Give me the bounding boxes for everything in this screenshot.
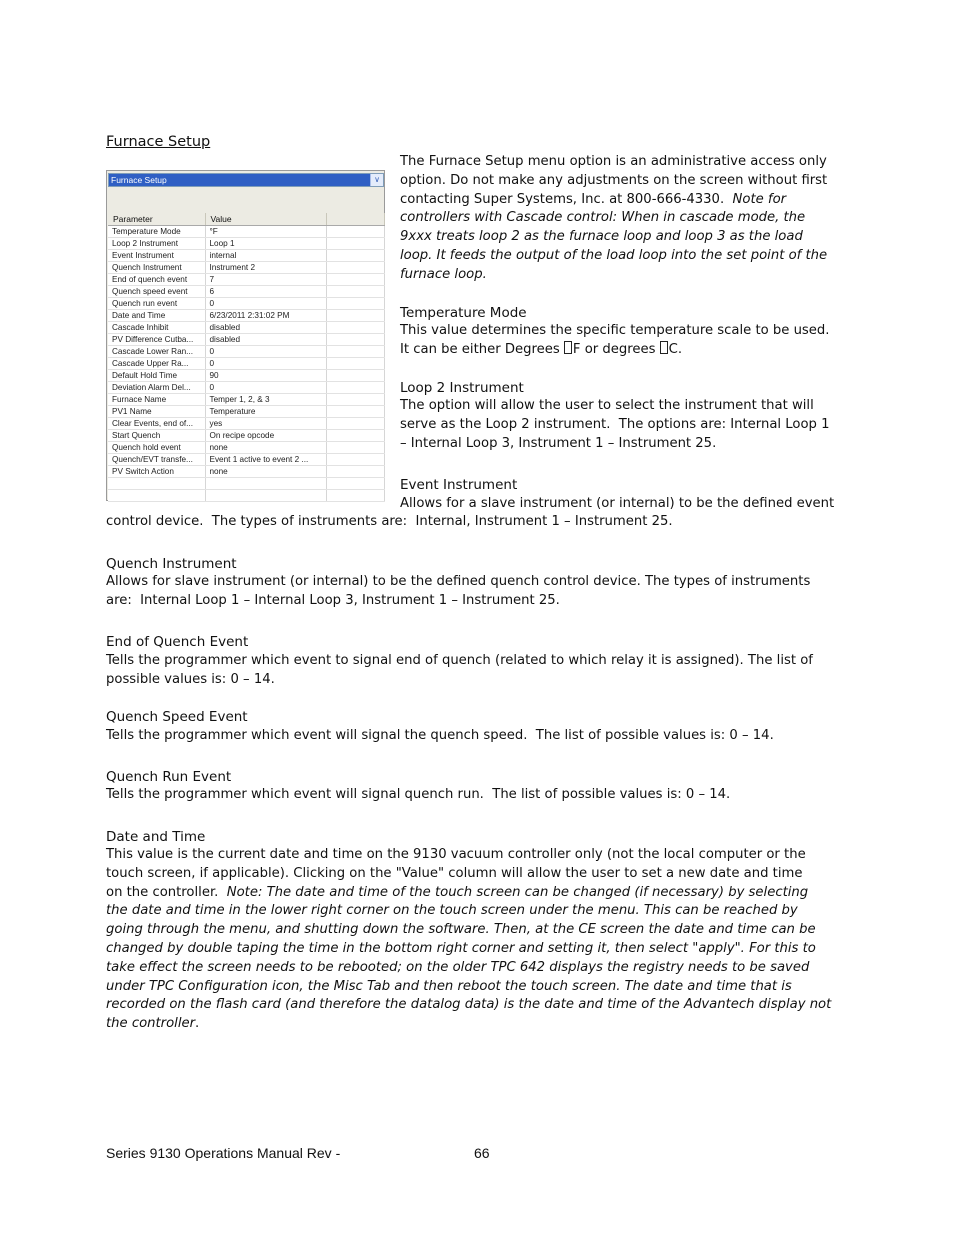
parameter-cell: Start Quench <box>108 430 205 442</box>
value-cell: °F <box>205 226 326 238</box>
table-row <box>108 310 385 322</box>
note-line: take effect the screen needs to be rebooted; on the older TPC 642 displays the registry needs to be saved <box>106 959 810 975</box>
heading-date-and-time: Date and Time <box>106 829 206 845</box>
text-line <box>106 884 831 903</box>
text-line <box>400 341 829 360</box>
blank-cell <box>205 478 326 490</box>
text-line: Tells the programmer which event to signal end of quench (related to which relay it is assigned). The list of <box>106 653 813 668</box>
blank-cell <box>326 406 385 418</box>
text-line: Allows for slave instrument (or internal) to be the defined quench control device. The types of instruments <box>106 574 811 589</box>
option-text: Instrument 1 <box>474 514 560 529</box>
value-cell: none <box>205 442 326 454</box>
unit-c: C <box>668 341 678 357</box>
option-text: Instrument 25 <box>574 514 669 529</box>
empty-row <box>108 490 385 502</box>
parameter-cell: Clear Events, end of... <box>108 418 205 430</box>
option-text: Internal Loop 1 <box>730 416 830 432</box>
value-cell: Instrument 2 <box>205 262 326 274</box>
blank-cell <box>326 322 385 334</box>
parameter-cell: Default Hold Time <box>108 370 205 382</box>
text: are: <box>106 592 141 608</box>
value-cell: disabled <box>205 334 326 346</box>
text-line <box>106 786 730 805</box>
heading-end-of-quench-event: End of Quench Event <box>106 634 249 650</box>
text: . <box>677 341 683 357</box>
intro-line: The Furnace Setup menu option is an administrative access only <box>400 154 827 169</box>
text: , <box>353 592 362 608</box>
section-title: Furnace Setup <box>106 134 211 150</box>
note-text: Note for <box>732 191 787 207</box>
parameter-table <box>108 213 385 501</box>
text: – <box>400 435 411 451</box>
table-row <box>108 358 385 370</box>
text: – <box>559 514 575 529</box>
note-text: the controller <box>106 1016 196 1032</box>
blank-cell <box>108 490 205 502</box>
value-cell: 0 <box>205 382 326 394</box>
blank-cell <box>205 490 326 502</box>
text-line <box>106 513 673 532</box>
blank-cell <box>326 418 385 430</box>
text: It can be either Degrees <box>400 341 564 357</box>
text: – <box>603 435 619 451</box>
note-line: furnace loop. <box>400 266 487 282</box>
quench-instrument-text <box>106 573 810 611</box>
note-text: Note: The date and time of the touch screen can be changed (if necessary) by selecting <box>226 884 809 900</box>
table-row <box>108 430 385 442</box>
parameter-cell: PV Switch Action <box>108 466 205 478</box>
table-row <box>108 238 385 250</box>
parameter-cell: Cascade Lower Ran... <box>108 346 205 358</box>
value-cell: disabled <box>205 322 326 334</box>
date-time-text <box>106 846 831 1034</box>
parameter-cell: Event Instrument <box>108 250 205 262</box>
blank-cell <box>326 346 385 358</box>
blank-cell <box>326 454 385 466</box>
parameter-cell: PV Difference Cutba... <box>108 334 205 346</box>
furnace-setup-screenshot <box>106 170 385 501</box>
blank-cell <box>326 490 385 502</box>
chevron-down-icon: ∨ <box>370 174 383 186</box>
option-text: Internal Loop 3 <box>410 435 511 451</box>
option-text: 0 – 14 <box>729 728 770 743</box>
text-line: Allows for a slave instrument (or internal) to be the defined event <box>400 496 835 511</box>
blank-cell <box>108 478 205 490</box>
blank-cell <box>326 466 385 478</box>
blank-cell <box>326 430 385 442</box>
heading-quench-run-event: Quench Run Event <box>106 769 232 785</box>
table-row <box>108 406 385 418</box>
option-text: Instrument 25 <box>618 435 713 451</box>
heading-loop2-instrument: Loop 2 Instrument <box>400 380 524 396</box>
blank-cell <box>326 274 385 286</box>
table-row <box>108 322 385 334</box>
text-line: This value is the current date and time on the 9130 vacuum controller only (not the local computer or the <box>106 847 806 862</box>
text-line <box>400 435 829 454</box>
parameter-cell: Quench hold event <box>108 442 205 454</box>
blank-cell <box>326 310 385 322</box>
heading-temperature-mode: Temperature Mode <box>400 305 527 321</box>
text-line: This value determines the specific temperature scale to be used. <box>400 323 830 338</box>
loop2-text <box>400 397 829 453</box>
table-row <box>108 262 385 274</box>
table-row <box>108 418 385 430</box>
parameter-cell: Date and Time <box>108 310 205 322</box>
note-line: changed by double taping the time in the bottom right corner and setting it, then select "apply". For this to <box>106 940 816 956</box>
table-row <box>108 370 385 382</box>
value-cell: 90 <box>205 370 326 382</box>
degree-box-icon <box>564 341 572 354</box>
value-cell: 7 <box>205 274 326 286</box>
end-quench-text <box>106 652 813 690</box>
blank-cell <box>326 442 385 454</box>
note-line: recorded on the flash card (and therefore the datalog data) is the date and time of the Advantech display not <box>106 997 832 1013</box>
col-header-value: Value <box>205 213 326 226</box>
note-line: controllers with Cascade control: When in cascade mode, the <box>400 210 806 226</box>
table-row <box>108 394 385 406</box>
option-text: 0 – 14 <box>685 787 727 802</box>
parameter-cell: End of quench event <box>108 274 205 286</box>
text-line <box>106 1015 831 1034</box>
blank-cell <box>326 334 385 346</box>
unit-f: F <box>572 341 581 357</box>
text: serve as the Loop 2 instrument. The options are: <box>400 416 731 432</box>
value-cell: 0 <box>205 358 326 370</box>
parameter-cell: Loop 2 Instrument <box>108 238 205 250</box>
col-header-parameter: Parameter <box>108 213 205 226</box>
parameter-cell: Quench run event <box>108 298 205 310</box>
intro-line: option. Do not make any adjustments on the screen without first <box>400 172 828 188</box>
text: . <box>726 787 731 802</box>
footer-title: Series 9130 Operations Manual Rev - <box>106 1145 341 1161</box>
text: contacting Super Systems, Inc. at 800-666-4330. <box>400 191 733 207</box>
text: . <box>555 592 560 608</box>
text: on the controller. <box>106 884 227 900</box>
table-row <box>108 346 385 358</box>
blank-cell <box>326 478 385 490</box>
blank-cell <box>326 250 385 262</box>
text: control device. The types of instruments are: <box>106 514 416 529</box>
note-line: loop. It feeds the output of the load loop into the set point of the <box>400 247 828 263</box>
table-row <box>108 334 385 346</box>
text: . <box>769 728 774 743</box>
menu-dropdown <box>108 173 384 187</box>
blank-cell <box>326 370 385 382</box>
note-line: going through the menu, and shutting down the software. Then, at the CE screen the date and time can be <box>106 922 816 938</box>
blank-cell <box>326 394 385 406</box>
note-line: under TPC Configuration icon, the Misc Tab and then reboot the touch screen. The date and time that is <box>106 978 792 994</box>
text: – <box>239 592 255 608</box>
text: Tells the programmer which event will signal the quench speed. The list of possible values is: <box>106 728 730 743</box>
value-cell: internal <box>205 250 326 262</box>
table-row <box>108 226 385 238</box>
text: . <box>270 671 275 687</box>
parameter-cell: Cascade Upper Ra... <box>108 358 205 370</box>
option-text: Internal <box>415 514 467 529</box>
parameter-cell: Cascade Inhibit <box>108 322 205 334</box>
text: . <box>668 514 673 529</box>
value-cell: Loop 1 <box>205 238 326 250</box>
heading-quench-speed-event: Quench Speed Event <box>106 709 248 725</box>
option-text: Instrument 25 <box>462 592 556 608</box>
blank-cell <box>326 358 385 370</box>
table-row <box>108 454 385 466</box>
value-cell: Temper 1, 2, & 3 <box>205 394 326 406</box>
table-row <box>108 442 385 454</box>
parameter-cell: Quench speed event <box>108 286 205 298</box>
option-text: 0 – 14 <box>230 671 271 687</box>
text-line: touch screen, if applicable). Clicking on the "Value" column will allow the user to set a new date and time <box>106 865 803 881</box>
text: possible values is: <box>106 671 231 687</box>
intro-line <box>400 191 827 210</box>
heading-event-instrument: Event Instrument <box>400 477 518 493</box>
value-cell: 0 <box>205 346 326 358</box>
value-cell: 0 <box>205 298 326 310</box>
option-text: Instrument 1 <box>518 435 604 451</box>
temperature-mode-text <box>400 322 829 360</box>
menu-dropdown-value: Furnace Setup <box>111 175 167 185</box>
degree-box-icon <box>660 341 668 354</box>
note-line: the date and time in the lower right corner on the touch screen under the menu. This can be reached by <box>106 903 798 919</box>
text-line <box>400 416 829 435</box>
value-cell: 6 <box>205 286 326 298</box>
value-cell: none <box>205 466 326 478</box>
text-line <box>106 592 810 611</box>
text: , <box>510 435 519 451</box>
blank-cell <box>326 226 385 238</box>
option-text: Internal Loop 1 <box>140 592 240 608</box>
page-number: 66 <box>474 1145 490 1161</box>
col-header-blank <box>326 213 385 226</box>
blank-cell <box>326 382 385 394</box>
table-row <box>108 250 385 262</box>
text-line: The option will allow the user to select the instrument that will <box>400 398 814 413</box>
value-cell: On recipe opcode <box>205 430 326 442</box>
parameter-cell: Temperature Mode <box>108 226 205 238</box>
blank-cell <box>326 238 385 250</box>
text: . <box>712 435 717 451</box>
text-line <box>106 727 774 746</box>
table-row <box>108 298 385 310</box>
parameter-cell: Quench/EVT transfe... <box>108 454 205 466</box>
value-cell: 6/23/2011 2:31:02 PM <box>205 310 326 322</box>
table-row <box>108 466 385 478</box>
parameter-cell: Quench Instrument <box>108 262 205 274</box>
option-text: Internal Loop 3 <box>254 592 354 608</box>
table-row <box>108 382 385 394</box>
option-text: Instrument 1 <box>362 592 448 608</box>
empty-row <box>108 478 385 490</box>
blank-cell <box>326 286 385 298</box>
text: – <box>447 592 463 608</box>
note-line: 9xxx treats loop 2 as the furnace loop and loop 3 as the load <box>400 229 803 245</box>
parameter-cell: Furnace Name <box>108 394 205 406</box>
parameter-cell: Deviation Alarm Del... <box>108 382 205 394</box>
text: , <box>466 514 475 529</box>
table-row <box>108 274 385 286</box>
table-row <box>108 286 385 298</box>
blank-cell <box>326 298 385 310</box>
heading-quench-instrument: Quench Instrument <box>106 556 237 572</box>
text: or degrees <box>580 341 660 357</box>
intro-paragraph <box>400 153 827 285</box>
parameter-cell: PV1 Name <box>108 406 205 418</box>
text: Tells the programmer which event will signal quench run. The list of possible values is: <box>106 787 686 802</box>
text: . <box>195 1016 200 1032</box>
value-cell: Temperature <box>205 406 326 418</box>
value-cell: yes <box>205 418 326 430</box>
text-line <box>106 671 813 690</box>
value-cell: Event 1 active to event 2 ... <box>205 454 326 466</box>
blank-cell <box>326 262 385 274</box>
